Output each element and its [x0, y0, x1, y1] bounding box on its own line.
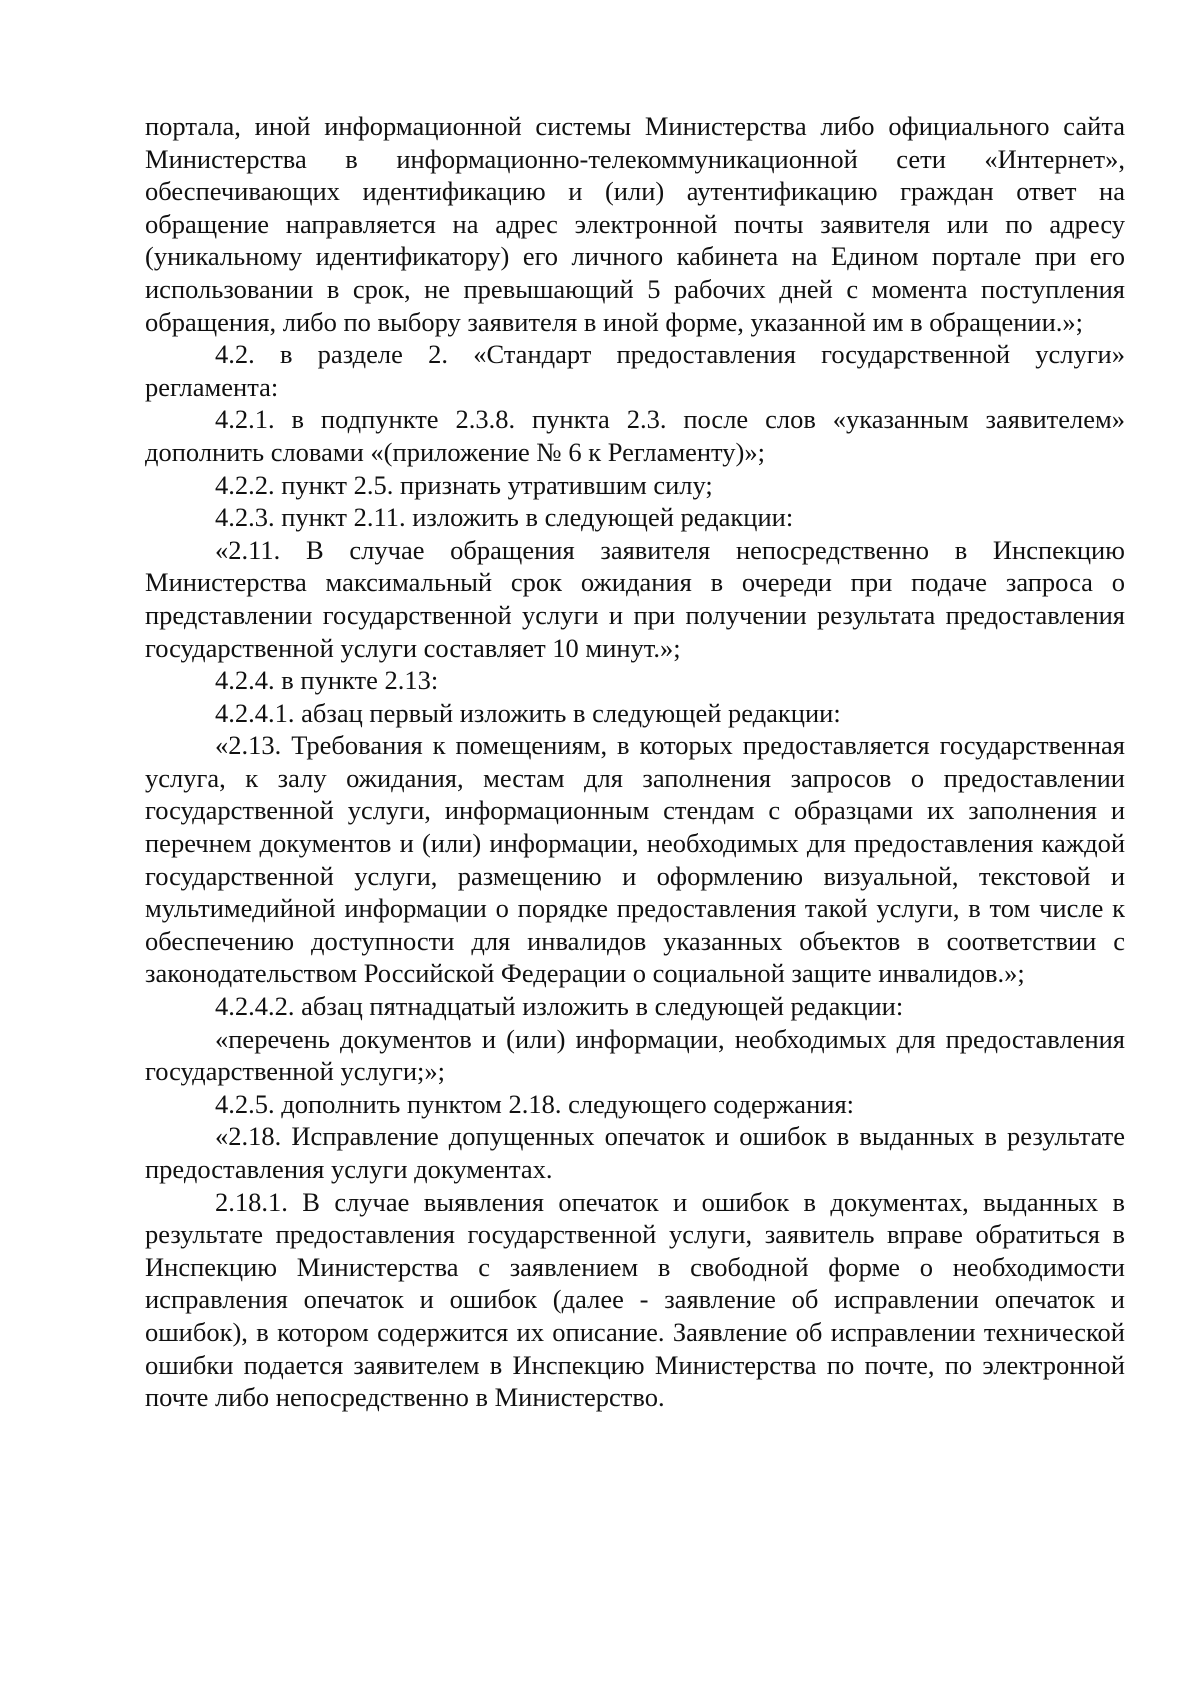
paragraph: 4.2.3. пункт 2.11. изложить в следующей редакции: [215, 502, 794, 533]
document-page [145, 110, 1125, 1414]
paragraph: 4.2.5. дополнить пунктом 2.18. следующего содержания: [215, 1088, 854, 1119]
paragraph: 4.2. в разделе 2. «Стандарт предоставления государственной услуги» регламента: [145, 339, 1125, 402]
paragraph: 4.2.2. пункт 2.5. признать утратившим силу; [215, 469, 713, 500]
paragraph: «2.18. Исправление допущенных опечаток и ошибок в выданных в результате предоставления услуги документах. [145, 1121, 1125, 1184]
paragraph: «2.13. Требования к помещениям, в которых предоставляется государственная услуга, к залу ожидания, местам для заполнения запросов о предоставлении государственной услуги, информационным стендам с образцами их заполнения и перечнем документов и (или) информации, необходимых для предоставления каждой государственной услуги, размещению и оформлению визуальной, текстовой и мультимедийной информации о порядке предоставления такой услуги, в том числе к обеспечению доступности для инвалидов указанных объектов в соответствии с законодательством Российской Федерации о социальной защите инвалидов.»; [145, 730, 1125, 989]
paragraph: портала, иной информационной системы Министерства либо официального сайта Министерства в информационно-телекоммуникационной сети «Интернет», обеспечивающих идентификацию и (или) аутентификацию граждан ответ на обращение направляется на адрес электронной почты заявителя или по адресу (уникальному идентификатору) его личного кабинета на Едином портале при его использовании в срок, не превышающий 5 рабочих дней с момента поступления обращения, либо по выбору заявителя в иной форме, указанной им в обращении.»; [145, 111, 1125, 337]
paragraph: «перечень документов и (или) информации, необходимых для предоставления государственной услуги;»; [145, 1023, 1125, 1087]
paragraph: 4.2.4.1. абзац первый изложить в следующей редакции: [215, 697, 841, 728]
paragraph: «2.11. В случае обращения заявителя непосредственно в Инспекцию Министерства максимальный срок ожидания в очереди при подаче запроса о представлении государственной услуги и при получении результата предоставления государственной услуги составляет 10 минут.»; [145, 534, 1125, 663]
paragraph: 4.2.4.2. абзац пятнадцатый изложить в следующей редакции: [215, 991, 904, 1022]
paragraph: 4.2.4. в пункте 2.13: [215, 665, 439, 696]
paragraph: 2.18.1. В случае выявления опечаток и ошибок в документах, выданных в результате предоставления государственной услуги, заявитель вправе обратиться в Инспекцию Министерства с заявлением в свободной форме о необходимости исправления опечаток и ошибок (далее - заявление об исправлении опечаток и ошибок), в котором содержится их описание. Заявление об исправлении технической ошибки подается заявителем в Инспекцию Министерства по почте, по электронной почте либо непосредственно в Министерство. [145, 1186, 1125, 1413]
paragraph: 4.2.1. в подпункте 2.3.8. пункта 2.3. после слов «указанным заявителем» дополнить словами «(приложение № 6 к Регламенту)»; [145, 404, 1125, 467]
